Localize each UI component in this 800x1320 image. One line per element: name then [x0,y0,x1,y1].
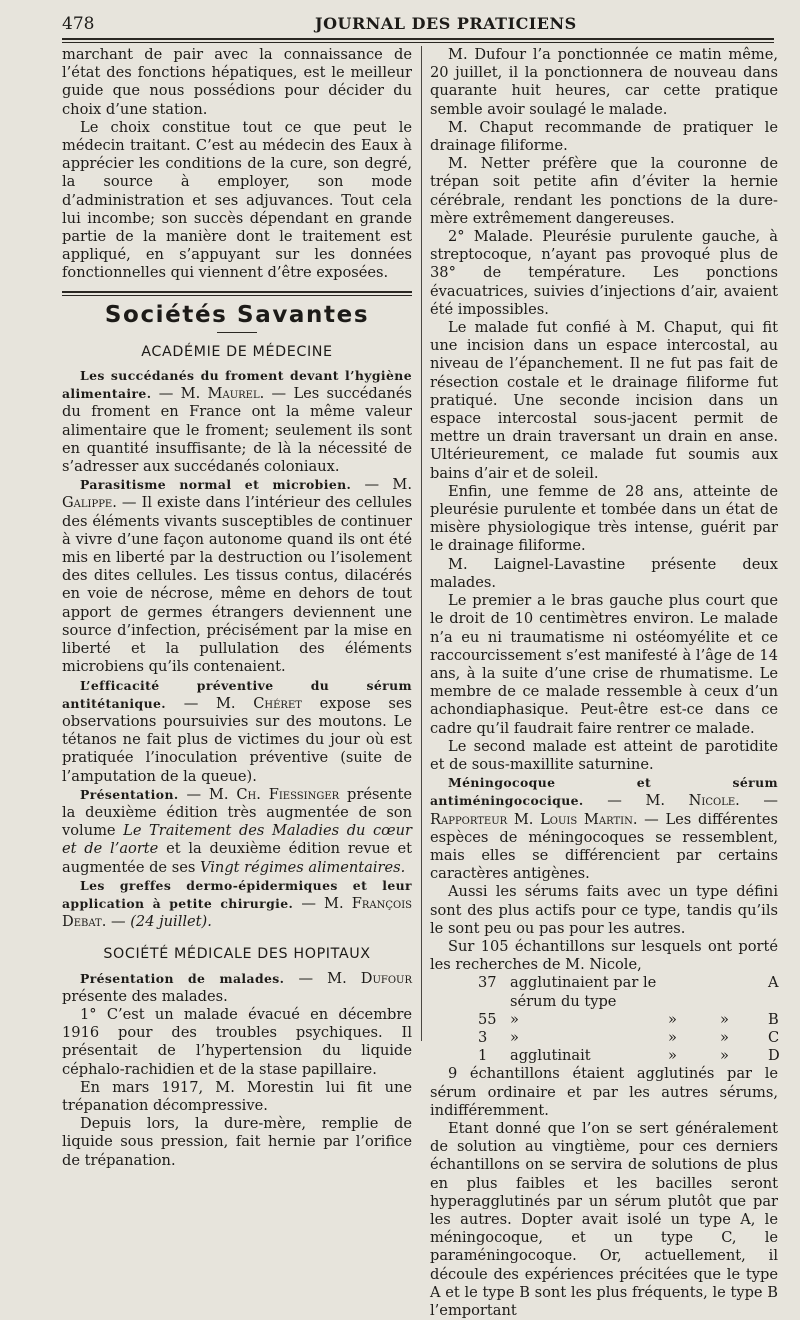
journal-title: JOURNAL DES PRATICIENS [315,14,577,33]
item-text: Les différentes espèces de méningocoques se ressemblent, mais elles se différencient par certains caractères antigènes. [430,810,778,883]
academie-item-3: L’efficacité préventive du sérum antitétanique. — M. Chéret expose ses observations poursuivies sur des moutons. Le tétanos ne fait plus de victimes du jour où est pratiquée l’inoculation préventive (suite de l’amputation de la queue). [62,677,413,785]
table-cell: A [768,974,779,992]
column-divider [421,46,422,1041]
academie-item-5: Les greffes dermo-épidermiques et leur application à petite chirurgie. — M. François Debat. — (24 juillet). [62,877,412,931]
item-author: M. Ch. Fiessinger [208,785,340,803]
academie-item-1: Les succédanés du froment devant l’hygiène alimentaire. — M. Maurel. — Les succédanés du froment en France ont la même valeur alimentaire que le froment; seulement ils sont en quantité insuffisante; de là la nécessité de s’adresser aux succédanés coloniaux. [62,368,412,476]
item-title: L’efficacité préventive du sérum antitétanique. [62,677,412,711]
meningocoque-item: Méningocoque et sérum antiméningococique. — M. Nicole. — Rapporteur M. Louis Martin. — Les différentes espèces de méningocoques se ressemblent, mais elles se différencient par certains caractères antigènes. [430,775,779,883]
table-cell: » [510,1028,519,1046]
item-title: Parasitisme normal et microbien. [80,477,352,493]
item-text: présente des malades. [62,987,228,1005]
item-text: présente la deuxième édition très augmentée de son volume [62,785,413,840]
table-cell: agglutinaient par le sérum du type [510,974,657,1010]
table-cell: » [720,1047,729,1065]
right-paragraph-bottom-2: Etant donné que l’on se sert généralement de solution au vingtième, pour ces derniers échantillons on se servira de solutions de plus en plus faibles et les bacilles seront hyperagglutinés par un sérum plutôt que par les autres. Dopter avait isolé un type A, le méningocoque, et un type C, le paraméningocoque. Or, actuellement, il découle des expériences précitées que le type A et le type B sont les plus fréquents, le type B l’emportant [430,1119,778,1320]
right-paragraph-2: M. Chaput recommande de pratiquer le drainage filiforme. [430,118,778,155]
right-column [430,46,780,1320]
table-cell: C [768,1028,780,1046]
right-paragraph-8: Le premier a le bras gauche plus court que le droit de 10 centimètres environ. Le malade n’a eu ni traumatisme ni ostéomyélite et ce raccourcissement s’est manifesté à l’âge de 14 ans, à la suite d’une crise de rhumatisme. Le membre de ce malade ressemble à ceux d’un achondiaphasique. Peut-être est-ce dans ce cadre qu’il faudrait faire rentrer ce malade. [430,592,778,737]
table-cell: » [720,1010,729,1028]
section-rule-thin [62,295,412,296]
academie-item-4: Présentation. — M. Ch. Fiessinger présente la deuxième édition très augmentée de son volume Le Traitement des Maladies du cœur et de l’aorte et la deuxième édition revue et augmentée de ses Vingt régimes alimentaires. [62,785,413,876]
item-text: Les succédanés du froment en France ont la même valeur alimentaire que le froment; seulement ils sont en quantité insuffisante; de là la nécessité de s’adresser aux succédanés coloniaux. [62,385,412,476]
right-paragraph-mid-2: Sur 105 échantillons sur lesquels ont porté les recherches de M. Nicole, [430,937,778,974]
table-cell: » [668,1028,677,1046]
right-paragraph-bottom-1: 9 échantillons étaient agglutinés par le sérum ordinaire et par les autres sérums, indifféremment. [430,1065,778,1119]
table-cell: » [668,1010,677,1028]
page-header [0,8,800,38]
right-paragraph-6: Enfin, une femme de 28 ans, atteinte de pleurésie purulente et tombée dans un état de misère physiologique très intense, guérit par le drainage filiforme. [430,482,778,555]
item-author: M. François Debat. [62,894,412,931]
presentation-malades: Présentation de malades. — M. Dufour présente des malades. [62,969,412,1005]
table-cell: » [510,1010,519,1028]
table-cell [720,974,760,1010]
right-paragraph-1: M. Dufour l’a ponctionnée ce matin même, 20 juillet, il la ponctionnera de nouveau dans quarante huit heures, car cette pratique semble avoir soulagé le malade. [430,46,778,118]
item-title: Méningocoque et sérum antiméningococique. [430,775,778,809]
left-column [62,46,413,1169]
right-paragraph-7: M. Laignel-Lavastine présente deux malades. [430,555,778,591]
table-cell: 55 [478,1010,497,1028]
intro-paragraph-1: marchant de pair avec la connaissance de l’état des fonctions hépatiques, est le meilleur guide que nous possédions pour décider du choix d’une station. [62,46,412,118]
academie-item-2: Parasitisme normal et microbien. — M. Galippe. — Il existe dans l’intérieur des cellules des éléments vivants susceptibles de continuer à vivre d’une façon autonome quand ils ont été mis en liberté par la destruction ou l’isolement des dites cellules. Les tissus contus, dilacérés en voie de nécrose, même en dehors de tout apport de germes étrangers deviennent une source d’infection, précisément par la mise en liberté et la pullulation des éléments microbiens qu’ils contenaient. [62,476,412,676]
right-paragraph-mid-1: Aussi les sérums faits avec un type défini sont des plus actifs pour ce type, tandis qu’ils le sont peu ou pas pour les autres. [430,883,778,937]
item-text: expose ses observations poursuivies sur des moutons. Le tétanos ne fait plus de victimes du jour où est pratiquée l’inoculation préventive (suite de l’amputation de la queue). [62,694,413,785]
table-cell: D [768,1047,780,1065]
table-cell: 1 [478,1047,488,1065]
agglutination-table [478,974,778,1065]
table-cell: B [768,1010,779,1028]
book-title-2: Vingt régimes alimentaires. [199,858,406,876]
item-rapporteur: Rapporteur M. Louis Martin. [430,810,638,828]
title-underline [217,332,257,333]
item-text: Il existe dans l’intérieur des cellules des éléments vivants susceptibles de continuer à vivre d’une façon autonome quand ils ont été mis en liberté par la destruction ou l’isolement des dites cellules. Les tissus contus, dilacérés en voie de nécrose, même en dehors de tout apport de germes étrangers deviennent une source d’infection, précisément par la mise en liberté et la pullulation des éléments microbiens qu’ils contenaient. [62,494,412,676]
societe-heading: SOCIÉTÉ MÉDICALE DES HOPITAUX [103,946,371,963]
item-text-middle: et la deuxième édition revue et augmentée de ses [62,840,412,876]
table-cell: agglutinait [510,1047,591,1065]
item-author: M. Chéret [215,694,302,712]
table-cell: 37 [478,974,497,992]
section-rule [62,291,412,293]
intro-paragraph-2: Le choix constitue tout ce que peut le médecin traitant. C’est au médecin des Eaux à apprécier les conditions de la cure, son degré, la source à employer, son mode d’administration et ses adjuvances. Tout cela lui incombe; son succès dépendant en grande partie de la manière dont le traitement est appliqué, en s’appuyant sur les données fonctionnelles qui viennent d’être exposées. [62,118,412,282]
item-title: Présentation. [80,786,179,802]
item-title: Présentation de malades. [80,970,285,986]
item-author: M. Dufour [327,969,412,987]
table-cell: » [668,1047,677,1065]
societe-paragraph-1: 1° C’est un malade évacué en décembre 1916 pour des troubles psychiques. Il présentait de l’hypertension du liquide céphalo-rachidien et de la stase papillaire. [62,1005,412,1078]
header-rule [62,38,774,40]
academie-heading: ACADÉMIE DE MÉDECINE [141,343,333,360]
right-paragraph-3: M. Netter préfère que la couronne de trépan soit petite afin d’éviter la hernie cérébrale, rendant les ponctions de la dure-mère extrêmement dangereuses. [430,155,778,227]
table-cell [668,974,712,1010]
item-title: Les succédanés du froment devant l’hygiène alimentaire. [62,368,412,402]
header-rule-thin [62,42,774,43]
societe-paragraph-2: En mars 1917, M. Morestin lui fit une trépanation décompressive. [62,1078,412,1114]
book-title-1: Le Traitement des Maladies du cœur et de l’aorte [62,822,412,858]
page-number: 478 [62,14,95,34]
right-paragraph-4: 2° Malade. Pleurésie purulente gauche, à streptocoque, n’ayant pas provoqué plus de 38° de température. Les ponctions évacuatrices, suivies d’injections d’air, avaient été impossibles. [430,228,778,318]
societe-paragraph-3: Depuis lors, la dure-mère, remplie de liquide sous pression, fait hernie par l’orifice de trépanation. [62,1115,412,1169]
item-author: M. Nicole. [645,792,740,810]
item-author: M. Galippe. [62,476,412,512]
item-author: M. Maurel. [180,385,265,403]
table-cell: 3 [478,1028,488,1046]
right-paragraph-9: Le second malade est atteint de parotidite et de sous-maxillite saturnine. [430,737,778,773]
item-title: Les greffes dermo-épidermiques et leur application à petite chirurgie. [62,877,412,911]
right-paragraph-5: Le malade fut confié à M. Chaput, qui fit une incision dans un espace intercostal, au niveau de l’épanchement. Il ne fut pas fait de résection costale et le drainage filiforme fut pratiqué. Une seconde incision dans un espace intercostal sous-jacent permit de mettre un drain traversant un drain en anse. Ultérieurement, ce malade fut soumis aux bains d’air et de soleil. [430,319,778,482]
item-date: (24 juillet). [130,913,212,931]
section-title: Sociétés Savantes [104,301,370,328]
table-cell: » [720,1028,729,1046]
